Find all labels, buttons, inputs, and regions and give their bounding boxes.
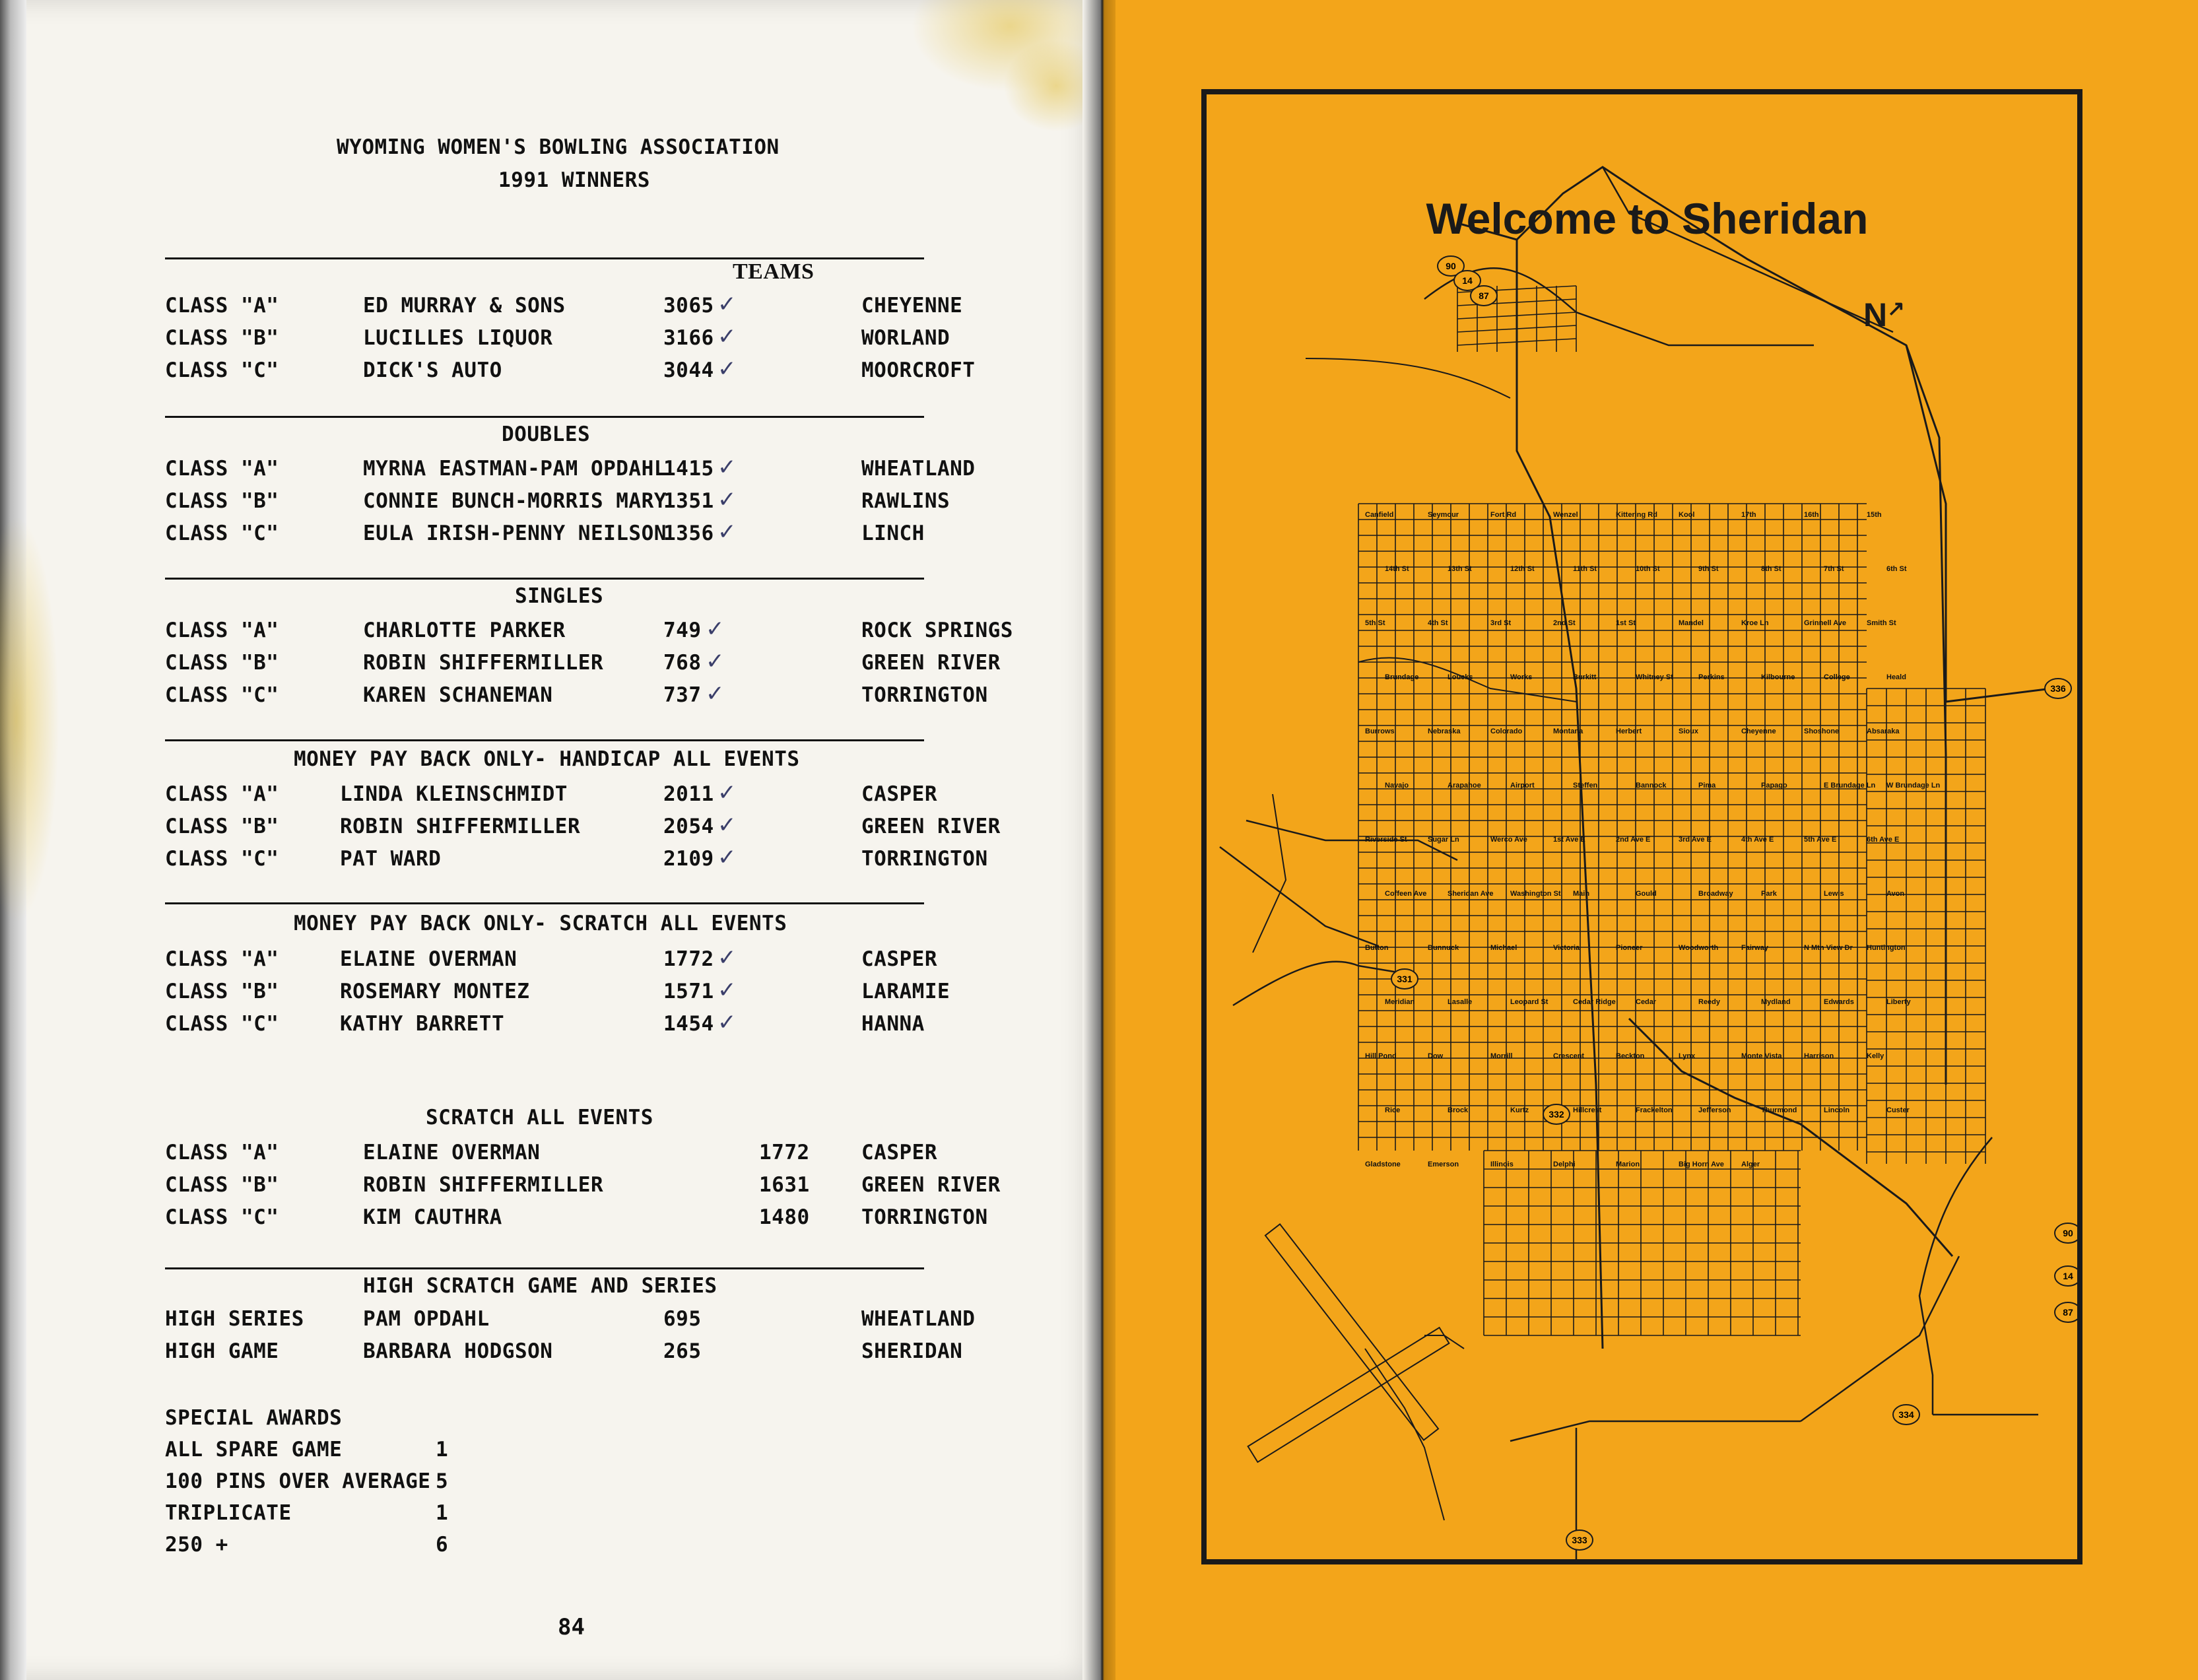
result-class: CLASS "B" bbox=[165, 815, 279, 838]
street-line bbox=[1365, 1349, 1444, 1520]
street-label: 16th bbox=[1804, 511, 1819, 519]
street-label: Cedar bbox=[1636, 998, 1657, 1006]
section-divider bbox=[165, 416, 924, 418]
street-label: Dunnuck bbox=[1428, 944, 1459, 952]
result-row bbox=[165, 291, 1023, 320]
result-name: KAREN SCHANEMAN bbox=[363, 683, 553, 707]
street-label: W Brundage Ln bbox=[1886, 782, 1941, 790]
highway-shield-icon bbox=[2055, 1223, 2077, 1243]
result-name: ED MURRAY & SONS bbox=[363, 294, 566, 318]
street-label: 7th St bbox=[1824, 565, 1844, 573]
result-score: 3166 bbox=[663, 326, 714, 350]
street-line bbox=[1424, 268, 1814, 345]
street-label: Big Horn Ave bbox=[1679, 1160, 1724, 1168]
water-stain bbox=[0, 515, 59, 924]
result-class: CLASS "C" bbox=[165, 358, 279, 382]
result-name: ELAINE OVERMAN bbox=[340, 947, 517, 971]
street-label: Colorado bbox=[1490, 727, 1523, 735]
result-row bbox=[165, 1141, 1023, 1167]
street-label: Hill Pond bbox=[1365, 1052, 1397, 1060]
result-city: TORRINGTON bbox=[861, 1205, 988, 1229]
street-label: 17th bbox=[1741, 511, 1756, 519]
street-label: Pioneer bbox=[1616, 944, 1643, 952]
map-title: Welcome to Sheridan bbox=[1426, 194, 1869, 243]
check-mark-icon: ✓ bbox=[717, 1009, 737, 1036]
award-row bbox=[165, 1533, 1023, 1559]
result-class: CLASS "A" bbox=[165, 1141, 279, 1164]
highway-number: 87 bbox=[2063, 1307, 2073, 1318]
result-city: LARAMIE bbox=[861, 980, 950, 1003]
street-label: Woodworth bbox=[1679, 944, 1719, 952]
result-score: 3065 bbox=[663, 294, 714, 318]
result-name: PAM OPDAHL bbox=[363, 1307, 490, 1331]
result-city: ROCK SPRINGS bbox=[861, 619, 1013, 642]
street-label: Meridian bbox=[1385, 998, 1415, 1006]
result-class: CLASS "C" bbox=[165, 1205, 279, 1229]
result-class: CLASS "C" bbox=[165, 1012, 279, 1036]
result-name: CONNIE BUNCH-MORRIS MARY bbox=[363, 489, 667, 513]
award-label: ALL SPARE GAME bbox=[165, 1438, 343, 1462]
street-label: 4th Ave E bbox=[1741, 836, 1774, 844]
street-label: Bannock bbox=[1636, 782, 1667, 790]
result-score: 1772 bbox=[663, 947, 714, 971]
street-label: Monte Vista bbox=[1741, 1052, 1782, 1060]
street-label: Burrows bbox=[1365, 727, 1395, 735]
street-label: Cheyenne bbox=[1741, 727, 1776, 735]
street-label: 9th St bbox=[1698, 565, 1719, 573]
result-class: CLASS "A" bbox=[165, 947, 279, 971]
section-divider bbox=[165, 739, 924, 741]
street-label: Coffeen Ave bbox=[1385, 890, 1427, 898]
result-class: HIGH GAME bbox=[165, 1339, 279, 1363]
result-city: GREEN RIVER bbox=[861, 1173, 1001, 1197]
street-label: 15th bbox=[1867, 511, 1882, 519]
right-page bbox=[1116, 0, 2198, 1680]
street-label: Sioux bbox=[1679, 727, 1698, 735]
street-label: Rice bbox=[1385, 1106, 1401, 1114]
result-row bbox=[165, 977, 1023, 1006]
street-label: Fairway bbox=[1741, 944, 1768, 952]
result-city: CASPER bbox=[861, 947, 937, 971]
street-label: Kool bbox=[1679, 511, 1695, 519]
north-arrow-icon: N↗ bbox=[1863, 296, 1905, 333]
result-score: 749 bbox=[663, 619, 702, 642]
result-score: 1772 bbox=[759, 1141, 810, 1164]
result-city: GREEN RIVER bbox=[861, 651, 1001, 675]
section-heading: MONEY PAY BACK ONLY- HANDICAP ALL EVENTS bbox=[294, 747, 800, 771]
street-label: Illinois bbox=[1490, 1160, 1514, 1168]
street-label: Shoshone bbox=[1804, 727, 1840, 735]
result-class: CLASS "C" bbox=[165, 521, 279, 545]
street-line bbox=[1603, 167, 1893, 332]
result-name: KIM CAUTHRA bbox=[363, 1205, 502, 1229]
result-name: PAT WARD bbox=[340, 847, 442, 871]
result-city: RAWLINS bbox=[861, 489, 950, 513]
highway-shield-icon bbox=[2055, 1302, 2077, 1322]
street-label: Jefferson bbox=[1698, 1106, 1731, 1114]
section-heading: SINGLES bbox=[515, 584, 604, 608]
check-mark-icon: ✓ bbox=[706, 681, 725, 707]
result-score: 1480 bbox=[759, 1205, 810, 1229]
section-heading: DOUBLES bbox=[502, 422, 591, 446]
street-label: Brundage bbox=[1385, 673, 1419, 681]
street-line bbox=[1253, 794, 1286, 953]
result-city: TORRINGTON bbox=[861, 683, 988, 707]
street-label: Wenzel bbox=[1553, 511, 1578, 519]
result-row bbox=[165, 782, 1023, 809]
highway-shield-icon bbox=[1391, 969, 1418, 989]
street-label: 5th Ave E bbox=[1804, 836, 1837, 844]
section-divider bbox=[165, 578, 924, 580]
street-label: Steffen bbox=[1573, 782, 1598, 790]
result-row bbox=[165, 323, 1023, 353]
result-city: GREEN RIVER bbox=[861, 815, 1001, 838]
result-row bbox=[165, 812, 1023, 841]
street-label: 10th St bbox=[1636, 565, 1660, 573]
street-line bbox=[1801, 1256, 1959, 1421]
street-label: Mydland bbox=[1761, 998, 1791, 1006]
street-label: Kittering Rd bbox=[1616, 511, 1657, 519]
highway-shield-icon bbox=[2045, 679, 2071, 698]
result-class: CLASS "B" bbox=[165, 651, 279, 675]
result-row bbox=[165, 1307, 1023, 1333]
street-label: Kilbourne bbox=[1761, 673, 1795, 681]
award-label: TRIPLICATE bbox=[165, 1501, 292, 1525]
check-mark-icon: ✓ bbox=[706, 648, 725, 675]
result-class: CLASS "C" bbox=[165, 683, 279, 707]
highway-number: 331 bbox=[1397, 974, 1413, 984]
award-count: 1 bbox=[436, 1438, 449, 1462]
sheridan-street-map bbox=[1207, 94, 2077, 1559]
check-mark-icon: ✓ bbox=[717, 454, 737, 481]
street-label: 14th St bbox=[1385, 565, 1409, 573]
street-label: Lasalle bbox=[1448, 998, 1473, 1006]
street-label: Montana bbox=[1553, 727, 1583, 735]
airport-runway bbox=[1265, 1224, 1438, 1440]
check-mark-icon: ✓ bbox=[717, 977, 737, 1003]
street-label: Arapahoe bbox=[1448, 782, 1481, 790]
result-row bbox=[165, 1009, 1023, 1038]
street-label: Hillcrest bbox=[1573, 1106, 1602, 1114]
award-row bbox=[165, 1469, 1023, 1496]
result-name: ROBIN SHIFFERMILLER bbox=[340, 815, 581, 838]
map-frame bbox=[1201, 89, 2082, 1564]
result-city: WHEATLAND bbox=[861, 1307, 976, 1331]
result-city: HANNA bbox=[861, 1012, 925, 1036]
result-name: ROBIN SHIFFERMILLER bbox=[363, 651, 604, 675]
street-label: Seymour bbox=[1428, 511, 1459, 519]
street-label: Avon bbox=[1886, 890, 1905, 898]
result-city: WORLAND bbox=[861, 326, 950, 350]
result-city: MOORCROFT bbox=[861, 358, 976, 382]
result-class: CLASS "A" bbox=[165, 782, 279, 806]
street-label: Sugar Ln bbox=[1428, 836, 1459, 844]
result-row bbox=[165, 358, 1023, 385]
result-name: ROBIN SHIFFERMILLER bbox=[363, 1173, 604, 1197]
award-row bbox=[165, 1501, 1023, 1528]
street-label: 11th St bbox=[1573, 565, 1597, 573]
result-name: MYRNA EASTMAN-PAM OPDAHL bbox=[363, 457, 667, 481]
check-mark-icon: ✓ bbox=[717, 519, 737, 545]
street-label: Perkins bbox=[1698, 673, 1725, 681]
award-count: 6 bbox=[436, 1533, 449, 1557]
street-label: N Mtn View Dr bbox=[1804, 944, 1853, 952]
check-mark-icon: ✓ bbox=[717, 844, 737, 871]
result-row bbox=[165, 521, 1023, 548]
street-label: Liberty bbox=[1886, 998, 1911, 1006]
result-row bbox=[165, 947, 1023, 974]
street-label: Papago bbox=[1761, 782, 1787, 790]
special-awards-heading: SPECIAL AWARDS bbox=[165, 1406, 343, 1430]
street-label: Heald bbox=[1886, 673, 1906, 681]
award-row bbox=[165, 1438, 1023, 1464]
street-label: Werco Ave bbox=[1490, 836, 1527, 844]
street-label: Reedy bbox=[1698, 998, 1721, 1006]
result-name: ROSEMARY MONTEZ bbox=[340, 980, 530, 1003]
highway-number: 90 bbox=[2063, 1228, 2073, 1238]
street-line bbox=[1510, 1421, 1801, 1441]
result-score: 1571 bbox=[663, 980, 714, 1003]
street-label: Thurmond bbox=[1761, 1106, 1797, 1114]
result-row bbox=[165, 1173, 1023, 1199]
section-heading: SCRATCH ALL EVENTS bbox=[426, 1106, 653, 1129]
highway-number: 333 bbox=[1572, 1535, 1587, 1545]
street-label: Kelly bbox=[1867, 1052, 1884, 1060]
section-heading: MONEY PAY BACK ONLY- SCRATCH ALL EVENTS bbox=[294, 912, 787, 935]
street-label: Delphi bbox=[1553, 1160, 1576, 1168]
result-name: EULA IRISH-PENNY NEILSON bbox=[363, 521, 667, 545]
result-score: 1351 bbox=[663, 489, 714, 513]
street-label: Lynx bbox=[1679, 1052, 1696, 1060]
result-class: CLASS "A" bbox=[165, 294, 279, 318]
street-label: 1st St bbox=[1616, 619, 1636, 627]
street-label: Broadway bbox=[1698, 890, 1733, 898]
street-label: 1st Ave E bbox=[1553, 836, 1585, 844]
street-label: Works bbox=[1510, 673, 1533, 681]
street-label: Frackelton bbox=[1636, 1106, 1673, 1114]
street-label: Whitney St bbox=[1636, 673, 1673, 681]
street-label: Kroe Ln bbox=[1741, 619, 1769, 627]
street-label: 2nd St bbox=[1553, 619, 1576, 627]
result-name: KATHY BARRETT bbox=[340, 1012, 505, 1036]
highway-number: 14 bbox=[1462, 275, 1473, 286]
street-line bbox=[1306, 358, 1510, 398]
result-score: 695 bbox=[663, 1307, 702, 1331]
street-label: Pima bbox=[1698, 782, 1716, 790]
result-score: 1631 bbox=[759, 1173, 810, 1197]
result-score: 737 bbox=[663, 683, 702, 707]
street-label: 6th Ave E bbox=[1867, 836, 1900, 844]
street-label: Washington St bbox=[1510, 890, 1561, 898]
result-name: LUCILLES LIQUOR bbox=[363, 326, 553, 350]
street-line bbox=[1906, 345, 2051, 702]
result-score: 2011 bbox=[663, 782, 714, 806]
check-mark-icon: ✓ bbox=[717, 487, 737, 513]
result-city: CASPER bbox=[861, 782, 937, 806]
street-label: Dow bbox=[1428, 1052, 1444, 1060]
result-city: CASPER bbox=[861, 1141, 937, 1164]
result-city: TORRINGTON bbox=[861, 847, 988, 871]
result-class: CLASS "A" bbox=[165, 457, 279, 481]
street-label: 4th St bbox=[1428, 619, 1448, 627]
street-label: Loucks bbox=[1448, 673, 1473, 681]
check-mark-icon: ✓ bbox=[717, 780, 737, 806]
street-label: 2nd Ave E bbox=[1616, 836, 1651, 844]
check-mark-icon: ✓ bbox=[706, 616, 725, 642]
result-name: ELAINE OVERMAN bbox=[363, 1141, 541, 1164]
street-label: Cedar Ridge bbox=[1573, 998, 1616, 1006]
street-label: 8th St bbox=[1761, 565, 1782, 573]
highway-number: 332 bbox=[1549, 1109, 1564, 1120]
airport-runway bbox=[1248, 1327, 1449, 1462]
result-name: BARBARA HODGSON bbox=[363, 1339, 553, 1363]
street-label: Victoria bbox=[1553, 944, 1580, 952]
section-heading: TEAMS bbox=[733, 259, 815, 284]
section-heading: HIGH SCRATCH GAME AND SERIES bbox=[363, 1274, 717, 1298]
result-city: CHEYENNE bbox=[861, 294, 963, 318]
result-row bbox=[165, 1339, 1023, 1366]
check-mark-icon: ✓ bbox=[717, 323, 737, 350]
highway-shield-icon bbox=[1893, 1405, 1919, 1425]
result-row bbox=[165, 454, 1023, 483]
street-line bbox=[1919, 1137, 1992, 1415]
result-score: 768 bbox=[663, 651, 702, 675]
document-subtitle: 1991 WINNERS bbox=[498, 168, 650, 192]
street-label: Custer bbox=[1886, 1106, 1910, 1114]
highway-shield-icon bbox=[2055, 1266, 2077, 1286]
result-row bbox=[165, 489, 1023, 516]
street-label: Edwards bbox=[1824, 998, 1854, 1006]
street-label: Burkitt bbox=[1573, 673, 1597, 681]
street-label: 12th St bbox=[1510, 565, 1535, 573]
street-label: Grinnell Ave bbox=[1804, 619, 1846, 627]
street-label: 13th St bbox=[1448, 565, 1472, 573]
highway-number: 14 bbox=[2063, 1271, 2073, 1281]
result-city: WHEATLAND bbox=[861, 457, 976, 481]
check-mark-icon: ✓ bbox=[717, 356, 737, 382]
check-mark-icon: ✓ bbox=[717, 291, 737, 318]
street-label: Riverside St bbox=[1365, 836, 1407, 844]
street-label: E Brundage Ln bbox=[1824, 782, 1876, 790]
result-row bbox=[165, 648, 1023, 677]
check-mark-icon: ✓ bbox=[717, 812, 737, 838]
street-label: Beckton bbox=[1616, 1052, 1645, 1060]
street-label: 3rd Ave E bbox=[1679, 836, 1712, 844]
highway-shield-icon bbox=[1543, 1104, 1570, 1124]
street-label: Canfield bbox=[1365, 511, 1394, 519]
result-name: CHARLOTTE PARKER bbox=[363, 619, 566, 642]
street-label: Herbert bbox=[1616, 727, 1642, 735]
award-label: 250 + bbox=[165, 1533, 228, 1557]
result-class: CLASS "B" bbox=[165, 489, 279, 513]
street-label: Gladstone bbox=[1365, 1160, 1401, 1168]
result-class: CLASS "B" bbox=[165, 326, 279, 350]
highway-shield-icon bbox=[1566, 1530, 1593, 1550]
award-count: 5 bbox=[436, 1469, 449, 1493]
street-label: Huntington bbox=[1867, 944, 1906, 952]
street-label: Alger bbox=[1741, 1160, 1760, 1168]
result-score: 3044 bbox=[663, 358, 714, 382]
section-divider bbox=[165, 902, 924, 904]
street-label: Nebraska bbox=[1428, 727, 1461, 735]
result-score: 2054 bbox=[663, 815, 714, 838]
street-label: Lincoln bbox=[1824, 1106, 1850, 1114]
street-label: Fort Rd bbox=[1490, 511, 1517, 519]
result-class: HIGH SERIES bbox=[165, 1307, 304, 1331]
street-label: Michael bbox=[1490, 944, 1517, 952]
highway-number: 87 bbox=[1479, 290, 1489, 301]
page-number: 84 bbox=[558, 1614, 585, 1640]
result-name: DICK'S AUTO bbox=[363, 358, 502, 382]
street-label: Navajo bbox=[1385, 782, 1409, 790]
street-label: Smith St bbox=[1867, 619, 1896, 627]
street-label: Kurtz bbox=[1510, 1106, 1529, 1114]
street-label: Harrison bbox=[1804, 1052, 1834, 1060]
result-city: LINCH bbox=[861, 521, 925, 545]
result-class: CLASS "A" bbox=[165, 619, 279, 642]
street-line bbox=[1220, 847, 1378, 946]
street-label: Gould bbox=[1636, 890, 1657, 898]
result-row bbox=[165, 844, 1023, 873]
street-label: Sheridan Ave bbox=[1448, 890, 1494, 898]
street-label: 3rd St bbox=[1490, 619, 1512, 627]
street-label: Crescent bbox=[1553, 1052, 1585, 1060]
street-label: Main bbox=[1573, 890, 1590, 898]
highway-number: 336 bbox=[2050, 683, 2066, 694]
street-label: 6th St bbox=[1886, 565, 1907, 573]
street-line bbox=[1233, 962, 1398, 1005]
street-label: Emerson bbox=[1428, 1160, 1459, 1168]
result-row bbox=[165, 616, 1023, 645]
street-label: Brock bbox=[1448, 1106, 1469, 1114]
street-label: Park bbox=[1761, 890, 1777, 898]
result-score: 1454 bbox=[663, 1012, 714, 1036]
street-label: Lewis bbox=[1824, 890, 1844, 898]
document-title: WYOMING WOMEN'S BOWLING ASSOCIATION bbox=[337, 135, 780, 159]
result-class: CLASS "B" bbox=[165, 980, 279, 1003]
highway-number: 90 bbox=[1446, 261, 1456, 271]
result-row bbox=[165, 1205, 1023, 1232]
result-score: 2109 bbox=[663, 847, 714, 871]
street-label: Absaraka bbox=[1867, 727, 1900, 735]
award-label: 100 PINS OVER AVERAGE bbox=[165, 1469, 431, 1493]
result-name: LINDA KLEINSCHMIDT bbox=[340, 782, 568, 806]
street-label: Morrill bbox=[1490, 1052, 1513, 1060]
section-divider bbox=[165, 1267, 924, 1269]
street-label: Airport bbox=[1510, 782, 1535, 790]
street-label: 5th St bbox=[1365, 619, 1385, 627]
highway-shield-icon bbox=[1471, 286, 1497, 306]
result-city: SHERIDAN bbox=[861, 1339, 963, 1363]
result-row bbox=[165, 683, 1023, 710]
result-score: 1356 bbox=[663, 521, 714, 545]
result-class: CLASS "C" bbox=[165, 847, 279, 871]
result-score: 265 bbox=[663, 1339, 702, 1363]
highway-number: 334 bbox=[1898, 1409, 1914, 1420]
check-mark-icon: ✓ bbox=[717, 945, 737, 971]
street-label: Mandel bbox=[1679, 619, 1704, 627]
street-label: College bbox=[1824, 673, 1850, 681]
award-count: 1 bbox=[436, 1501, 449, 1525]
street-label: Marion bbox=[1616, 1160, 1640, 1168]
result-score: 1415 bbox=[663, 457, 714, 481]
north-label: N bbox=[1863, 296, 1888, 333]
street-label: Leopard St bbox=[1510, 998, 1549, 1006]
street-label: Button bbox=[1365, 944, 1389, 952]
result-class: CLASS "B" bbox=[165, 1173, 279, 1197]
